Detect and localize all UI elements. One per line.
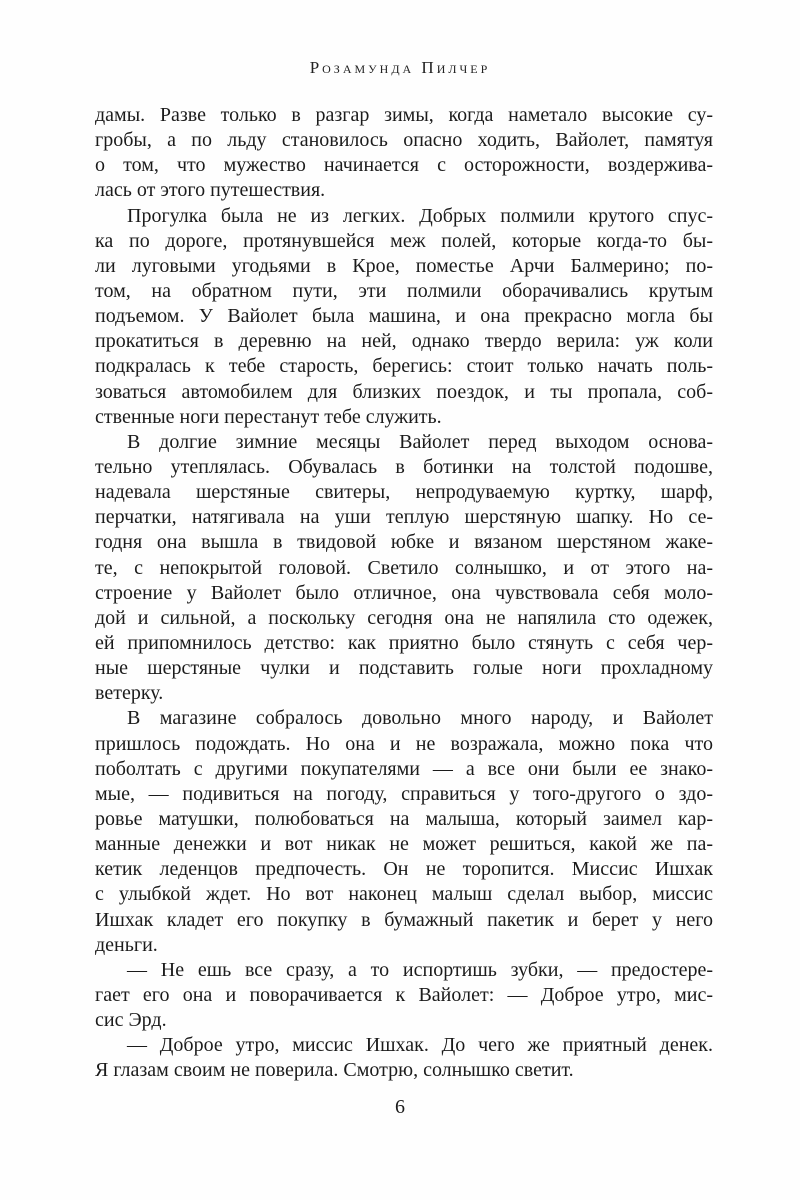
text-line: те, с непокрытой головой. Светило солнышко, и от этого на-: [95, 556, 713, 579]
text-line: лась от этого путешествия.: [95, 179, 326, 202]
text-line: гробы, а по льду становилось опасно ходить, Вайолет, памятуя: [95, 129, 713, 152]
text-line: надевала шерстяные свитеры, непродуваемую куртку, шарф,: [95, 481, 713, 504]
text-line: Я глазам своим не поверила. Смотрю, солнышко светит.: [95, 1059, 574, 1082]
text-line: ровье матушки, полюбоваться на малыша, который заимел кар-: [95, 807, 713, 830]
text-line: перчатки, натягивала на уши теплую шерстяную шапку. Но се-: [95, 506, 713, 529]
text-line: дамы. Разве только в разгар зимы, когда наметало высокие су-: [95, 104, 713, 126]
text-line: гает его она и поворачивается к Вайолет: — Доброе утро, мис-: [95, 983, 713, 1006]
text-line: годня она вышла в твидовой юбке и вязаном шерстяном жаке-: [95, 531, 713, 554]
text-line: поболтать с другими покупателями — а все они были ее знако-: [95, 757, 713, 780]
text-line: манные денежки и вот никак не может решиться, какой же па-: [95, 833, 713, 856]
text-line: В магазине собралось довольно много народу, и Вайолет: [127, 707, 713, 730]
text-line: пришлось подождать. Но она и не возражала, можно пока что: [95, 732, 713, 755]
text-line: о том, что мужество начинается с осторожности, воздержива-: [95, 154, 713, 177]
text-line: ли луговыми угодьями в Крое, поместье Арчи Балмерино; по-: [95, 254, 713, 277]
text-line: ветерку.: [95, 682, 164, 705]
text-line: подкралась к тебе старость, берегись: стоит только начать поль-: [95, 355, 713, 378]
text-line: кетик леденцов предпочесть. Он не торопится. Миссис Ишхак: [95, 858, 713, 881]
text-line: строение у Вайолет было отличное, она чувствовала себя моло-: [95, 581, 713, 604]
text-line: подъемом. У Вайолет была машина, и она прекрасно могла бы: [95, 305, 713, 328]
text-line: ей припомнилось детство: как приятно было стянуть с себя чер-: [95, 631, 713, 654]
text-line: Прогулка была не из легких. Добрых полмили крутого спус-: [127, 204, 713, 227]
text-line: Ишхак кладет его покупку в бумажный пакетик и берет у него: [95, 908, 713, 931]
text-line: сис Эрд.: [95, 1009, 167, 1032]
text-line: ственные ноги перестанут тебе служить.: [95, 405, 442, 428]
text-line: зоваться автомобилем для близких поездок, и ты пропала, соб-: [95, 380, 713, 403]
text-line: ка по дороге, протянувшейся меж полей, которые когда-то бы-: [95, 229, 713, 252]
text-line: мые, — подивиться на погоду, справиться у того-другого о здо-: [95, 782, 713, 805]
text-line: дой и сильной, а поскольку сегодня она не напялила сто одежек,: [95, 606, 713, 629]
text-line: — Не ешь все сразу, а то испортишь зубки, — предостере-: [127, 958, 713, 981]
text-line: ные шерстяные чулки и подставить голые ноги прохладному: [95, 657, 713, 680]
text-line: прокатиться в деревню на ней, однако твердо верила: уж коли: [95, 330, 713, 353]
body-text: [95, 103, 713, 1083]
text-line: тельно утеплялась. Обувалась в ботинки на толстой подошве,: [95, 455, 713, 478]
text-line: деньги.: [95, 933, 158, 956]
text-line: В долгие зимние месяцы Вайолет перед выходом основа-: [127, 430, 713, 453]
text-line: — Доброе утро, миссис Ишхак. До чего же приятный денек.: [127, 1034, 713, 1057]
text-line: с улыбкой ждет. Но вот наконец малыш сделал выбор, миссис: [95, 883, 713, 906]
text-line: том, на обратном пути, эти полмили оборачивались крутым: [95, 279, 713, 302]
running-head: Розамунда Пилчер: [309, 58, 491, 77]
page-number: 6: [395, 1096, 405, 1118]
